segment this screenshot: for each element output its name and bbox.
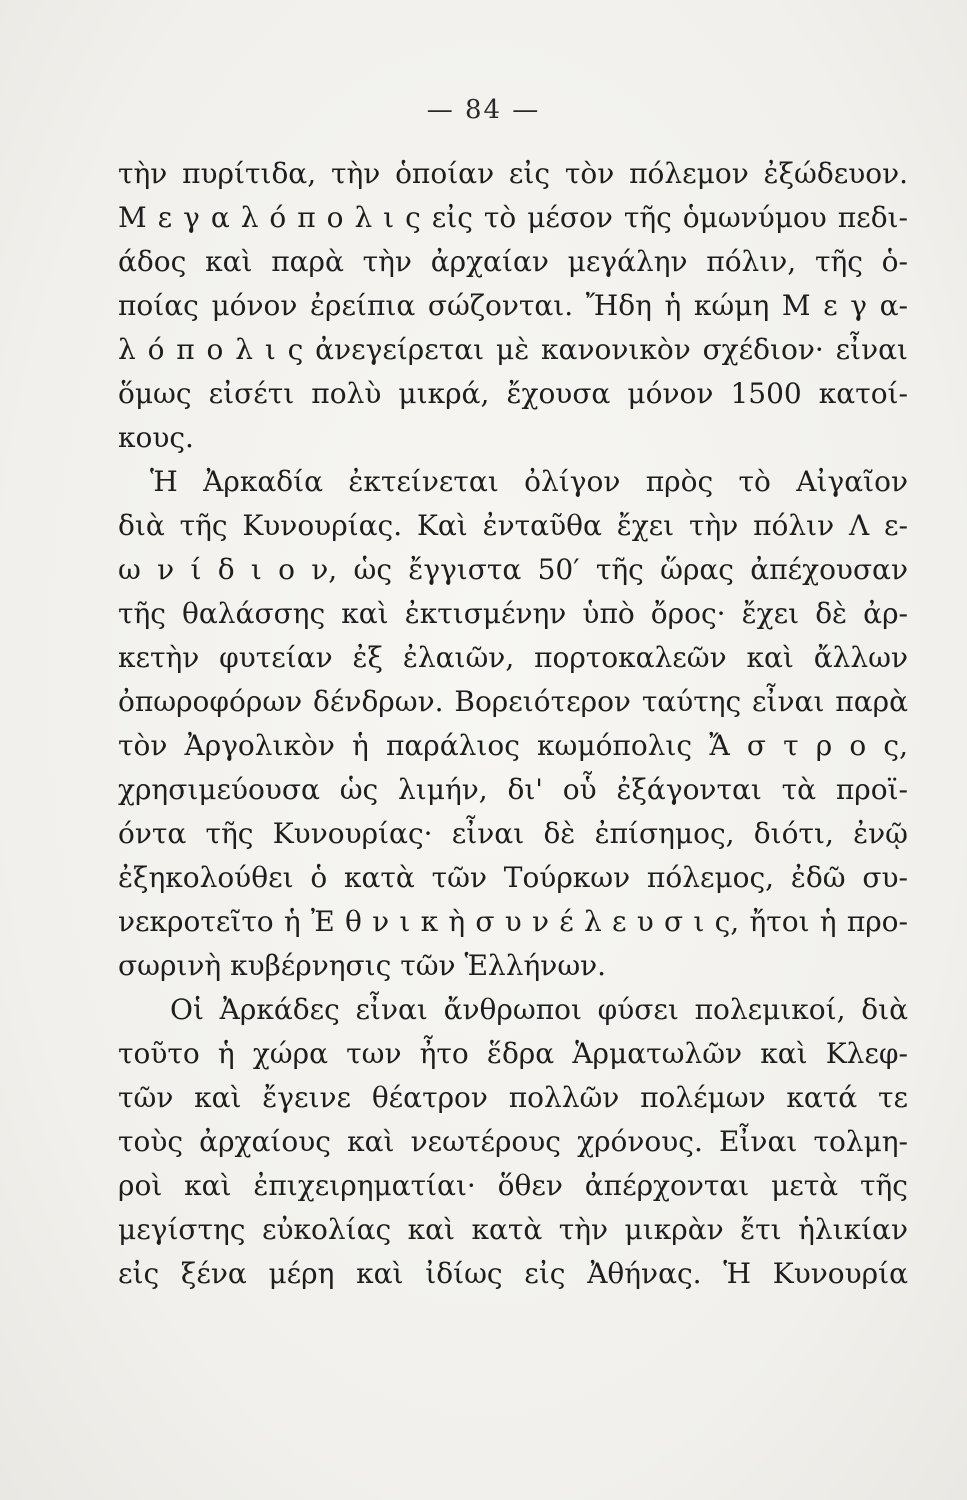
text-line: κετὴν φυτείαν ἐξ ἐλαιῶν, πορτοκαλεῶν καὶ ἄλλων: [118, 641, 908, 674]
text-line: Μ ε γ α λ ό π ο λ ι ς εἰς τὸ μέσον τῆς ὁμωνύμου πεδι-: [118, 201, 908, 234]
text-line: κους.: [118, 421, 194, 454]
text-line: τῆς θαλάσσης καὶ ἐκτισμένην ὑπὸ ὄρος· ἔχει δὲ ἀρ-: [118, 597, 908, 630]
text-line: ὅμως εἰσέτι πολὺ μικρά, ἔχουσα μόνον 1500 κατοί-: [118, 377, 908, 410]
paragraph-first-line: Ἡ Ἀρκαδία ἐκτείνεται ὀλίγον πρὸς τὸ Αἰγαῖον: [150, 465, 908, 498]
text-line: τοῦτο ἡ χώρα των ἦτο ἕδρα Ἁρματωλῶν καὶ Κλεφ-: [118, 1037, 908, 1070]
text-line: τὸν Ἀργολικὸν ἡ παράλιος κωμόπολις Ἄ σ τ ρ ο ς,: [118, 729, 908, 762]
text-line: νεκροτεῖτο ἡ Ἐ θ ν ι κ ὴ σ υ ν έ λ ε υ σ ι ς, ἤτοι ἡ προ-: [118, 905, 908, 938]
text-line: χρησιμεύουσα ὡς λιμήν, δι' οὗ ἐξάγονται τὰ προϊ-: [118, 773, 908, 806]
paragraph-first-line: Οἱ Ἀρκάδες εἶναι ἄνθρωποι φύσει πολεμικοί, διὰ: [170, 993, 908, 1026]
text-line: ποίας μόνον ἐρείπια σώζονται. Ἤδη ἡ κώμη Μ ε γ α-: [118, 289, 908, 322]
text-line: μεγίστης εὐκολίας καὶ κατὰ τὴν μικρὰν ἔτι ἡλικίαν: [118, 1213, 908, 1246]
text-line: ροὶ καὶ ἐπιχειρηματίαι· ὅθεν ἀπέρχονται μετὰ τῆς: [118, 1169, 908, 1202]
text-line: άδος καὶ παρὰ τὴν ἀρχαίαν μεγάλην πόλιν, τῆς ὁ-: [118, 245, 908, 278]
text-line: όντα τῆς Κυνουρίας· εἶναι δὲ ἐπίσημος, διότι, ἐνῷ: [118, 817, 908, 850]
text-line: λ ό π ο λ ι ς ἀνεγείρεται μὲ κανονικὸν σχέδιον· εἶναι: [118, 333, 908, 366]
text-line: διὰ τῆς Κυνουρίας. Καὶ ἐνταῦθα ἔχει τὴν πόλιν Λ ε-: [118, 509, 908, 542]
text-line: ἐξηκολούθει ὁ κατὰ τῶν Τούρκων πόλεμος, ἐδῶ συ-: [118, 861, 908, 894]
text-line: ω ν ί δ ι ο ν, ὡς ἔγγιστα 50′ τῆς ὥρας ἀπέχουσαν: [118, 553, 908, 586]
text-line: ὀπωροφόρων δένδρων. Βορειότερον ταύτης εἶναι παρὰ: [118, 685, 908, 718]
page-number: — 84 —: [426, 95, 541, 125]
text-line: σωρινὴ κυβέρνησις τῶν Ἑλλήνων.: [118, 949, 607, 982]
text-line: τῶν καὶ ἔγεινε θέατρον πολλῶν πολέμων κατά τε: [118, 1081, 908, 1114]
text-line: τοὺς ἀρχαίους καὶ νεωτέρους χρόνους. Εἶναι τολμη-: [118, 1125, 908, 1158]
text-line: εἰς ξένα μέρη καὶ ἰδίως εἰς Ἀθήνας. Ἡ Κυνουρία: [118, 1257, 908, 1290]
text-line: τὴν πυρίτιδα, τὴν ὁποίαν εἰς τὸν πόλεμον ἐξώδευον.: [118, 157, 908, 190]
